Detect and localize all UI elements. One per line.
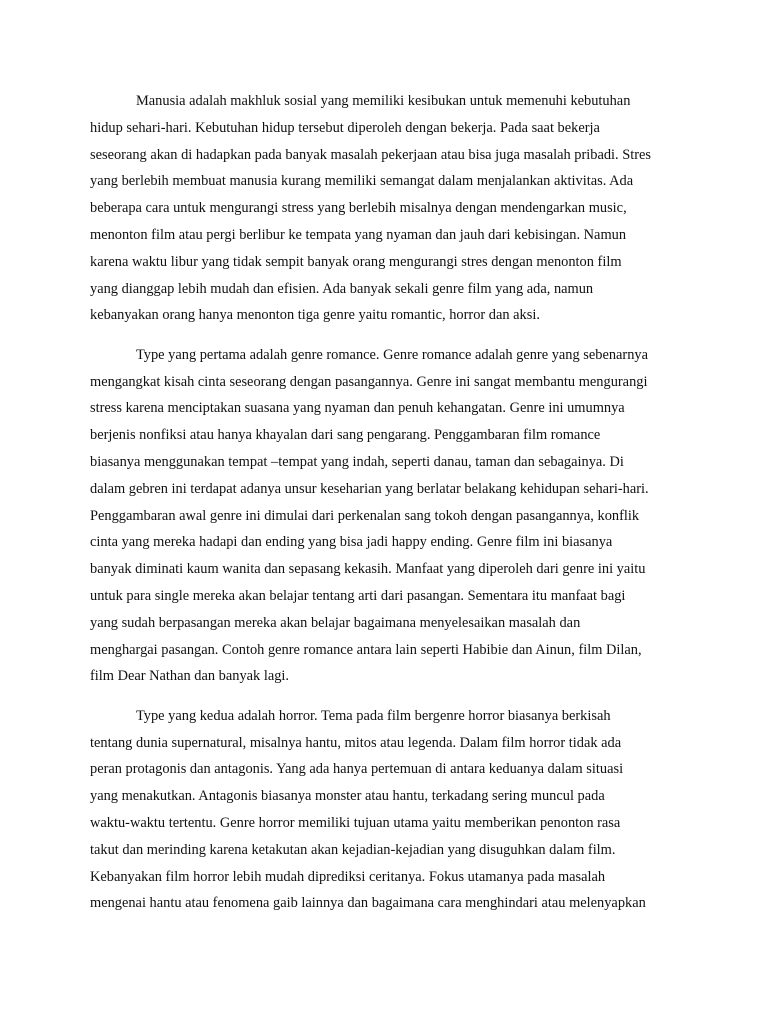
text-line: menonton film atau pergi berlibur ke tempata yang nyaman dan jauh dari kebisingan. Namun [90, 226, 627, 243]
paragraph-intro [90, 88, 680, 329]
text-line: cinta yang mereka hadapi dan ending yang bisa jadi happy ending. Genre film ini biasanya [90, 534, 613, 551]
text-line: mengangkat kisah cinta seseorang dengan pasangannya. Genre ini sangat membantu mengurangi [90, 373, 648, 390]
text-line: banyak diminati kaum wanita dan sepasang kekasih. Manfaat yang diperoleh dari genre ini yaitu [90, 561, 646, 578]
paragraph-horror [90, 703, 680, 917]
text-line: seseorang akan di hadapkan pada banyak masalah pekerjaan atau bisa juga masalah pribadi. Stres [90, 146, 652, 163]
text-line: untuk para single mereka akan belajar tentang arti dari pasangan. Sementara itu manfaat bagi [90, 587, 626, 604]
text-line: yang menakutkan. Antagonis biasanya monster atau hantu, terkadang sering muncul pada [90, 788, 605, 805]
text-line: peran protagonis dan antagonis. Yang ada hanya pertemuan di antara keduanya dalam situasi [90, 761, 624, 778]
text-line: berjenis nonfiksi atau hanya khayalan dari sang pengarang. Penggambaran film romance [90, 427, 601, 444]
document-page [90, 88, 680, 930]
text-line: yang berlebih membuat manusia kurang memiliki semangat dalam menjalankan aktivitas. Ada [90, 173, 634, 190]
text-line: stress karena menciptakan suasana yang nyaman dan penuh kehangatan. Genre ini umumnya [90, 400, 625, 417]
text-line: Type yang pertama adalah genre romance. Genre romance adalah genre yang sebenarnya [136, 346, 648, 363]
text-line: takut dan merinding karena ketakutan akan kejadian-kejadian yang disuguhkan dalam film. [90, 841, 616, 858]
text-line: Manusia adalah makhluk sosial yang memiliki kesibukan untuk memenuhi kebutuhan [136, 93, 631, 109]
text-line: biasanya menggunakan tempat –tempat yang indah, seperti danau, taman dan sebagainya. Di [90, 453, 624, 470]
text-line: yang dianggap lebih mudah dan efisien. Ada banyak sekali genre film yang ada, namun [90, 280, 594, 297]
text-line: dalam gebren ini terdapat adanya unsur keseharian yang berlatar belakang kehidupan sehari-hari. [90, 480, 649, 497]
text-line: waktu-waktu tertentu. Genre horror memiliki tujuan utama yaitu memberikan penonton rasa [90, 814, 621, 831]
text-line: kebanyakan orang hanya menonton tiga genre yaitu romantic, horror dan aksi. [90, 307, 540, 324]
text-line: yang sudah berpasangan mereka akan belajar bagaimana menyelesaikan masalah dan [90, 614, 581, 631]
text-line: film Dear Nathan dan banyak lagi. [90, 668, 289, 685]
text-line: menghargai pasangan. Contoh genre romance antara lain seperti Habibie dan Ainun, film Dilan, [90, 641, 642, 658]
text-line: tentang dunia supernatural, misalnya hantu, mitos atau legenda. Dalam film horror tidak ada [90, 734, 622, 751]
text-line: Penggambaran awal genre ini dimulai dari perkenalan sang tokoh dengan pasangannya, konflik [90, 507, 640, 524]
text-line: hidup sehari-hari. Kebutuhan hidup tersebut diperoleh dengan bekerja. Pada saat bekerja [90, 119, 600, 136]
text-line: karena waktu libur yang tidak sempit banyak orang mengurangi stres dengan menonton film [90, 253, 622, 270]
paragraph-romance [90, 342, 680, 690]
text-line: mengenai hantu atau fenomena gaib lainnya dan bagaimana cara menghindari atau melenyapkan [90, 895, 646, 912]
text-line: Type yang kedua adalah horror. Tema pada film bergenre horror biasanya berkisah [136, 707, 611, 724]
text-line: Kebanyakan film horror lebih mudah diprediksi ceritanya. Fokus utamanya pada masalah [90, 868, 606, 885]
text-line: beberapa cara untuk mengurangi stress yang berlebih misalnya dengan mendengarkan music, [90, 200, 627, 217]
